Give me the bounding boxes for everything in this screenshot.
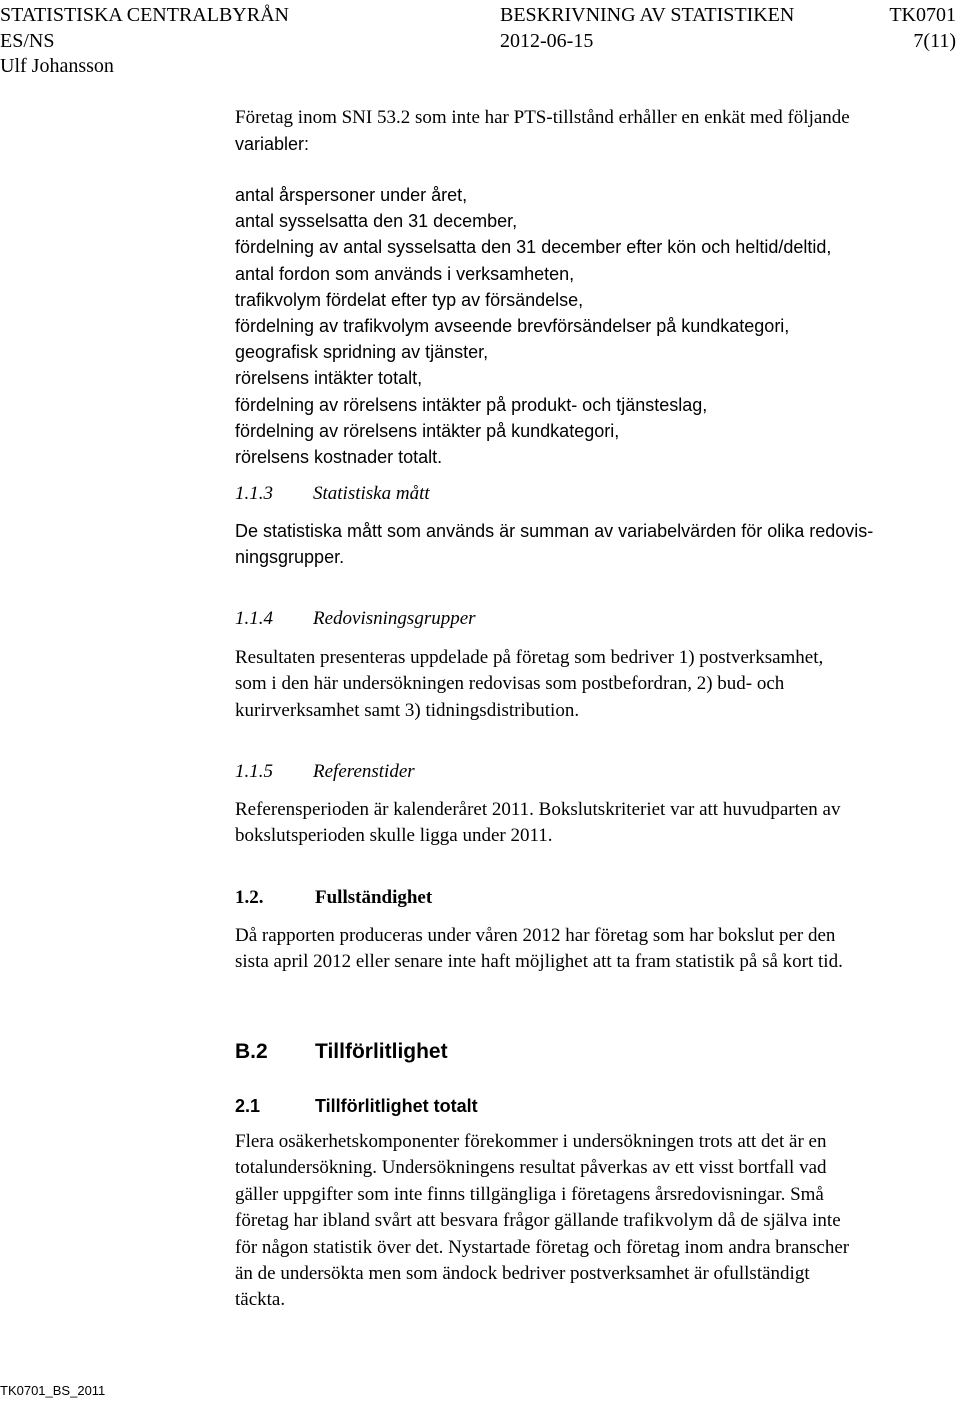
- chapter-title: Tillförlitlighet: [315, 1040, 448, 1063]
- variable-item: rörelsens kostnader totalt.: [235, 447, 443, 468]
- paragraph-line: ningsgrupper.: [235, 547, 345, 568]
- paragraph-line: Resultaten presenteras uppdelade på företag som bedriver 1) postverksamhet,: [235, 647, 824, 668]
- paragraph-line: De statistiska mått som används är summan av variabelvärden för olika redovis-: [235, 521, 874, 541]
- section-number: 1.1.3: [235, 483, 273, 504]
- paragraph-line: än de undersökta men som ändock bedriver postverksamhet är ofullständigt: [235, 1263, 810, 1285]
- paragraph-statistiska-matt: [235, 518, 945, 571]
- paragraph-line: sista april 2012 eller senare inte haft möjlighet att ta fram statistik på så kort tid.: [235, 951, 843, 973]
- paragraph-line: bokslutsperioden skulle ligga under 2011.: [235, 825, 553, 847]
- section-heading-1-1-5: [235, 759, 415, 785]
- paragraph-referenstider: [235, 797, 945, 850]
- paragraph-line: kurirverksamhet samt 3) tidningsdistribution.: [235, 699, 580, 721]
- paragraph-line: totalundersökning. Undersökningens resultat påverkas av ett visst bortfall vad: [235, 1157, 827, 1179]
- section-number: 1.2.: [235, 887, 264, 908]
- paragraph-line: för någon statistik över det. Nystartade företag och företag inom andra branscher: [235, 1236, 850, 1258]
- variable-item: fördelning av rörelsens intäkter på produkt- och tjänsteslag,: [235, 394, 708, 415]
- paragraph-tillforlitlighet-totalt: [235, 1129, 945, 1314]
- section-heading-1-2: [235, 885, 432, 911]
- section-title: Tillförlitlighet totalt: [315, 1096, 478, 1116]
- section-title: Fullständighet: [315, 887, 433, 908]
- paragraph-line: Flera osäkerhetskomponenter förekommer i undersökningen trots att det är en: [235, 1131, 827, 1152]
- paragraph-line: gäller uppgifter som inte finns tillgängliga i företagens årsredovisningar. Små: [235, 1183, 824, 1205]
- chapter-heading-b-2: [235, 1038, 448, 1066]
- header-page-number: 7(11): [913, 30, 956, 52]
- section-heading-1-1-4: [235, 606, 476, 632]
- variable-item: antal sysselsatta den 31 december,: [235, 211, 518, 232]
- paragraph-line: Då rapporten produceras under våren 2012 har företag som har bokslut per den: [235, 925, 836, 946]
- section-title: Redovisningsgrupper: [313, 608, 476, 629]
- variable-item: geografisk spridning av tjänster,: [235, 342, 489, 363]
- header-date: 2012-06-15: [500, 30, 594, 52]
- header-unit: ES/NS: [0, 30, 55, 52]
- section-heading-2-1: [235, 1093, 478, 1119]
- paragraph-line: företag har ibland svårt att besvara frågor gällande trafikvolym då de själva inte: [235, 1210, 841, 1232]
- header-author: Ulf Johansson: [0, 55, 114, 77]
- paragraph-line: som i den här undersökningen redovisas som postbefordran, 2) bud- och: [235, 673, 785, 695]
- paragraph-line: täckta.: [235, 1289, 286, 1311]
- intro-line: Företag inom SNI 53.2 som inte har PTS-tillstånd erhåller en enkät med följande: [235, 107, 850, 128]
- variable-item: trafikvolym fördelat efter typ av försändelse,: [235, 289, 584, 310]
- section-heading-1-1-3: [235, 481, 430, 507]
- paragraph-fullstandighet: [235, 923, 945, 976]
- variable-item: rörelsens intäkter totalt,: [235, 368, 423, 389]
- intro-line: variabler:: [235, 134, 310, 155]
- section-number: 1.1.5: [235, 761, 273, 782]
- section-number: 1.1.4: [235, 608, 273, 629]
- header-org: STATISTISKA CENTRALBYRÅN: [0, 4, 289, 26]
- section-number: 2.1: [235, 1096, 261, 1116]
- header-doc-type: BESKRIVNING AV STATISTIKEN: [500, 4, 795, 26]
- footer-doc-code: TK0701_BS_2011: [0, 1383, 106, 1398]
- header-doc-code: TK0701: [889, 4, 956, 26]
- section-title: Referenstider: [313, 761, 415, 782]
- chapter-number: B.2: [235, 1040, 268, 1063]
- variable-item: fördelning av rörelsens intäkter på kundkategori,: [235, 420, 620, 441]
- variable-item: fördelning av trafikvolym avseende brevförsändelser på kundkategori,: [235, 316, 790, 337]
- variable-list: [235, 182, 945, 470]
- variable-item: fördelning av antal sysselsatta den 31 december efter kön och heltid/deltid,: [235, 237, 832, 258]
- variable-item: antal fordon som används i verksamheten,: [235, 263, 575, 284]
- variable-item: antal årspersoner under året,: [235, 185, 468, 205]
- intro-paragraph: [235, 105, 945, 158]
- paragraph-line: Referensperioden är kalenderåret 2011. Bokslutskriteriet var att huvudparten av: [235, 799, 841, 820]
- paragraph-redovisningsgrupper: [235, 645, 945, 724]
- section-title: Statistiska mått: [313, 483, 430, 504]
